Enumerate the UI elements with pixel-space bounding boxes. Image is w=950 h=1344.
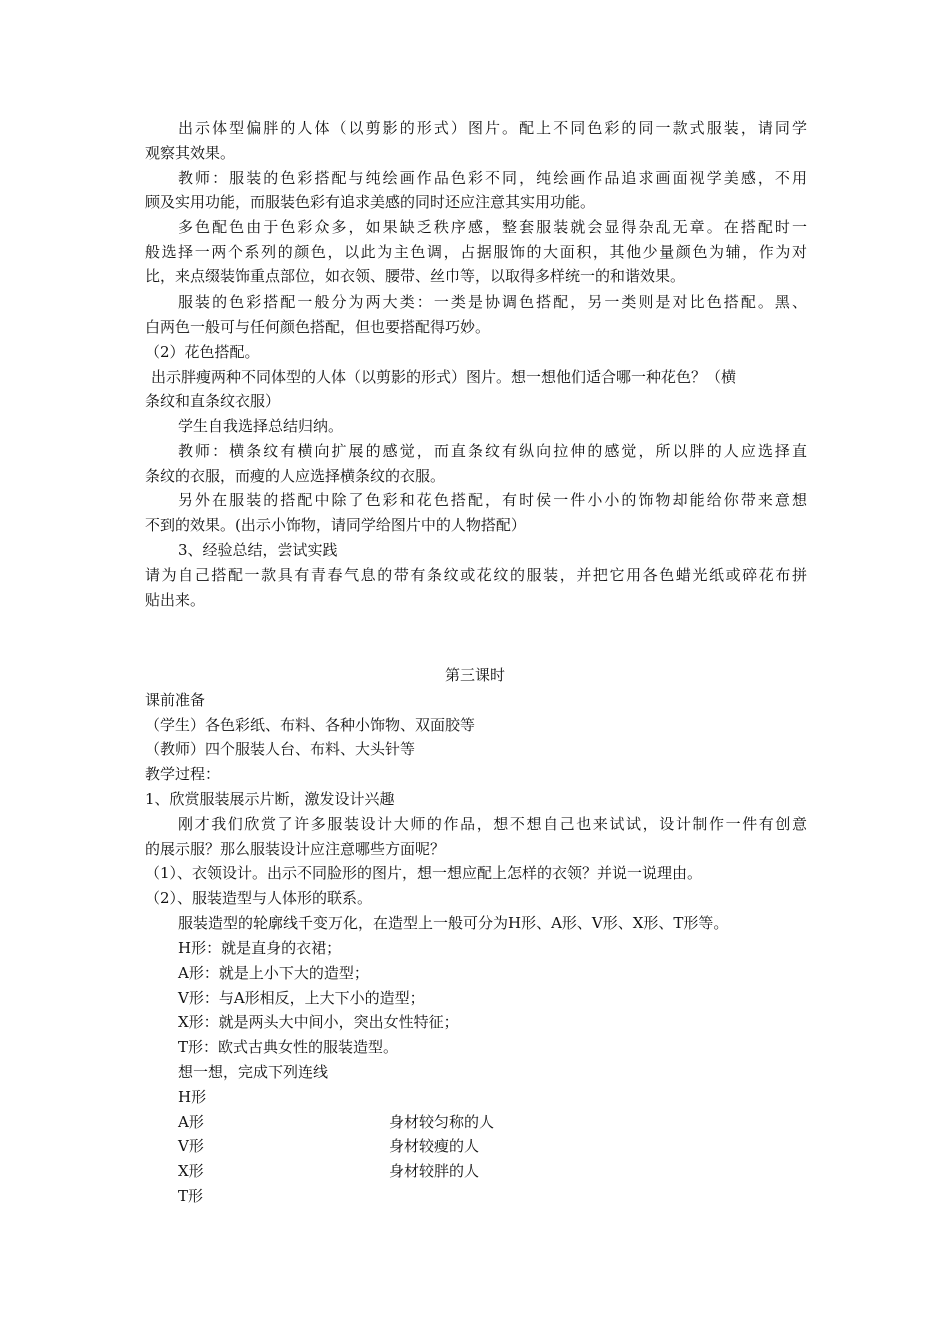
match-left-item: H形 — [178, 1088, 207, 1106]
match-left-item: X形 — [178, 1162, 204, 1180]
paragraph-line: 不到的效果。(出示小饰物，请同学给图片中的人物搭配） — [145, 516, 526, 534]
match-left-item: A形 — [178, 1113, 204, 1131]
paragraph-line: 贴出来。 — [145, 591, 206, 609]
paragraph-line: 服装的色彩搭配一般分为两大类：一类是协调色搭配，另一类则是对比色搭配。黑、 — [178, 293, 807, 311]
subheading: （2）花色搭配。 — [145, 343, 260, 361]
shape-definition: V形：与A形相反，上大下小的造型； — [178, 989, 425, 1007]
match-right-item: 身材较匀称的人 — [389, 1113, 495, 1131]
paragraph-line: （学生）各色彩纸、布料、各种小饰物、双面胶等 — [145, 716, 476, 734]
paragraph-line: 教师：横条纹有横向扩展的感觉，而直条纹有纵向拉伸的感觉，所以胖的人应选择直 — [178, 442, 807, 460]
paragraph-line: 另外在服装的搭配中除了色彩和花色搭配，有时侯一件小小的饰物却能给你带来意想 — [178, 491, 807, 509]
shape-definition: H形：就是直身的衣裙； — [178, 939, 342, 957]
match-right-item: 身材较瘦的人 — [389, 1137, 480, 1155]
paragraph-line: 条纹的衣服，而瘦的人应选择横条纹的衣服。 — [145, 467, 446, 485]
subheading: 1、欣赏服装展示片断，激发设计兴趣 — [145, 790, 395, 808]
shape-definition: X形：就是两头大中间小，突出女性特征； — [178, 1013, 459, 1031]
paragraph-line: 出示胖瘦两种不同体型的人体（以剪影的形式）图片。想一想他们适合哪一种花色？（横 — [151, 368, 737, 386]
paragraph-line: 服装造型的轮廓线千变万化，在造型上一般可分为H形、A形、V形、X形、T形等。 — [178, 914, 729, 932]
list-item: （2）、服装造型与人体形的联系。 — [145, 889, 373, 907]
shape-definition: T形：欧式古典女性的服装造型。 — [178, 1038, 399, 1056]
paragraph-line: （教师）四个服装人台、布料、大头针等 — [145, 740, 416, 758]
match-left-item: V形 — [178, 1137, 204, 1155]
shape-definition: A形：就是上小下大的造型； — [178, 964, 369, 982]
paragraph-line: 般选择一两个系列的颜色，以此为主色调，占据服饰的大面积，其他少量颜色为辅，作为对 — [145, 243, 807, 261]
paragraph-line: 白两色一般可与任何颜色搭配，但也要搭配得巧妙。 — [145, 318, 491, 336]
paragraph-line: 条纹和直条纹衣服） — [145, 392, 281, 410]
paragraph-line: 教学过程： — [145, 765, 221, 783]
paragraph-line: 教师：服装的色彩搭配与纯绘画作品色彩不同，纯绘画作品追求画面视学美感，不用 — [178, 169, 807, 187]
paragraph-line: 的展示服？那么服装设计应注意哪些方面呢？ — [145, 840, 446, 858]
paragraph-line: 课前准备 — [145, 691, 206, 709]
paragraph-line: 出示体型偏胖的人体（以剪影的形式）图片。配上不同色彩的同一款式服装，请同学 — [178, 119, 807, 137]
paragraph-line: 多色配色由于色彩众多，如果缺乏秩序感，整套服装就会显得杂乱无章。在搭配时一 — [178, 218, 807, 236]
paragraph-line: 学生自我选择总结归纳。 — [178, 417, 344, 435]
paragraph-line: 顾及实用功能，而服装色彩有追求美感的同时还应注意其实用功能。 — [145, 193, 596, 211]
match-right-item: 身材较胖的人 — [389, 1162, 480, 1180]
exercise-prompt: 想一想，完成下列连线 — [178, 1063, 329, 1081]
match-left-item: T形 — [178, 1187, 204, 1205]
section-title: 第三课时 — [444, 666, 505, 684]
paragraph-line: 比，来点缀装饰重点部位，如衣领、腰带、丝巾等，以取得多样统一的和谐效果。 — [145, 267, 686, 285]
paragraph-line: 请为自己搭配一款具有青春气息的带有条纹或花纹的服装，并把它用各色蜡光纸或碎花布拼 — [145, 566, 807, 584]
paragraph-line: 观察其效果。 — [145, 144, 236, 162]
subheading: 3、经验总结，尝试实践 — [178, 541, 338, 559]
paragraph-line: 刚才我们欣赏了许多服装设计大师的作品，想不想自己也来试试，设计制作一件有创意 — [178, 815, 807, 833]
list-item: （1）、衣领设计。出示不同脸形的图片，想一想应配上怎样的衣领？并说一说理由。 — [145, 864, 703, 882]
